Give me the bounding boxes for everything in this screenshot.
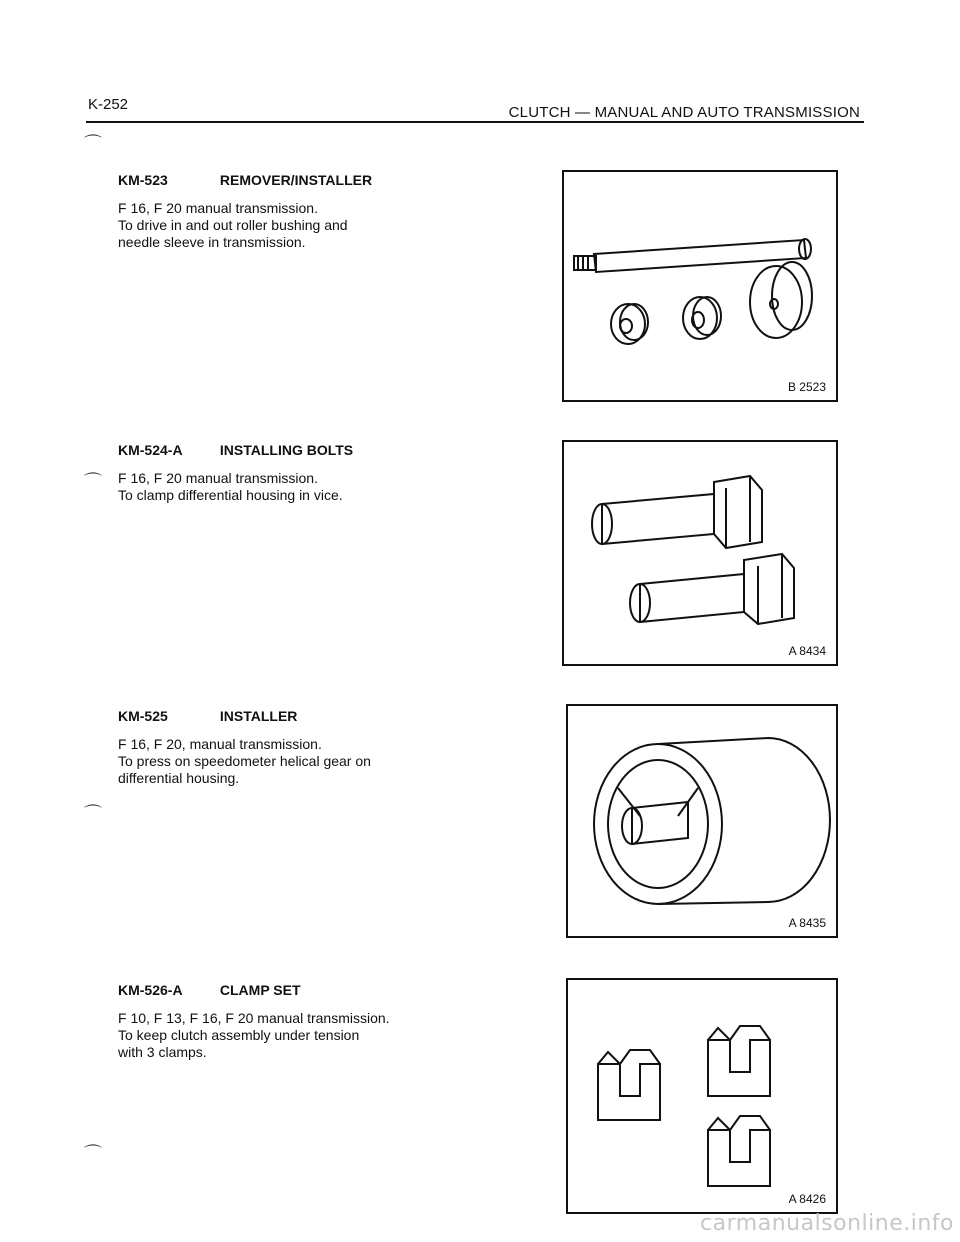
figure-id: B 2523	[787, 380, 826, 394]
tool-description-line: F 10, F 13, F 16, F 20 manual transmission.	[118, 1010, 390, 1026]
header-rule	[86, 121, 864, 123]
tool-entry-km526a	[118, 982, 478, 1061]
watermark: carmanualsonline.info	[700, 1211, 954, 1236]
tool-name: CLAMP SET	[219, 982, 301, 998]
tool-code: KM-525	[118, 708, 168, 724]
tool-heading	[118, 172, 478, 188]
tool-name: INSTALLING BOLTS	[219, 442, 354, 458]
figure-clamp-set	[566, 978, 838, 1214]
figure-installing-bolts	[562, 440, 838, 666]
installer-drawing	[568, 706, 836, 936]
tool-description-line: To press on speedometer helical gear on	[118, 753, 371, 769]
tool-code: KM-523	[118, 172, 168, 188]
tool-name: REMOVER/INSTALLER	[219, 172, 373, 188]
margin-mark: ⌒	[84, 1144, 102, 1164]
tool-description-line: F 16, F 20, manual transmission.	[118, 736, 322, 752]
tool-heading	[118, 442, 478, 458]
margin-mark: ⌒	[84, 472, 102, 492]
tool-entry-km523	[118, 172, 478, 251]
figure-installer	[566, 704, 838, 938]
tool-entry-km524a	[118, 442, 478, 504]
tool-description-line: To keep clutch assembly under tension	[118, 1027, 360, 1043]
tool-description-line: differential housing.	[118, 770, 240, 786]
tool-name: INSTALLER	[219, 708, 298, 724]
tool-heading	[118, 982, 478, 998]
tool-description-line: To drive in and out roller bushing and	[118, 217, 348, 233]
margin-mark: ⌒	[84, 804, 102, 824]
figure-id: A 8426	[788, 1192, 826, 1206]
section-title: CLUTCH — MANUAL AND AUTO TRANSMISSION	[508, 104, 860, 121]
margin-mark: ⌒	[84, 134, 102, 154]
figure-id: A 8435	[788, 916, 826, 930]
page-number: K-252	[88, 96, 129, 113]
remover-installer-drawing	[564, 172, 836, 400]
tool-description-line: F 16, F 20 manual transmission.	[118, 200, 318, 216]
tool-code: KM-524-A	[118, 442, 183, 458]
tool-heading	[118, 708, 478, 724]
tool-description-line: To clamp differential housing in vice.	[118, 487, 343, 503]
installing-bolts-drawing	[564, 442, 836, 664]
tool-entry-km525	[118, 708, 478, 787]
tool-description-line: with 3 clamps.	[118, 1044, 207, 1060]
figure-remover-installer	[562, 170, 838, 402]
tool-description-line: needle sleeve in transmission.	[118, 234, 306, 250]
figure-id: A 8434	[788, 644, 826, 658]
clamp-set-drawing	[568, 980, 836, 1212]
tool-code: KM-526-A	[118, 982, 183, 998]
tool-description-line: F 16, F 20 manual transmission.	[118, 470, 318, 486]
